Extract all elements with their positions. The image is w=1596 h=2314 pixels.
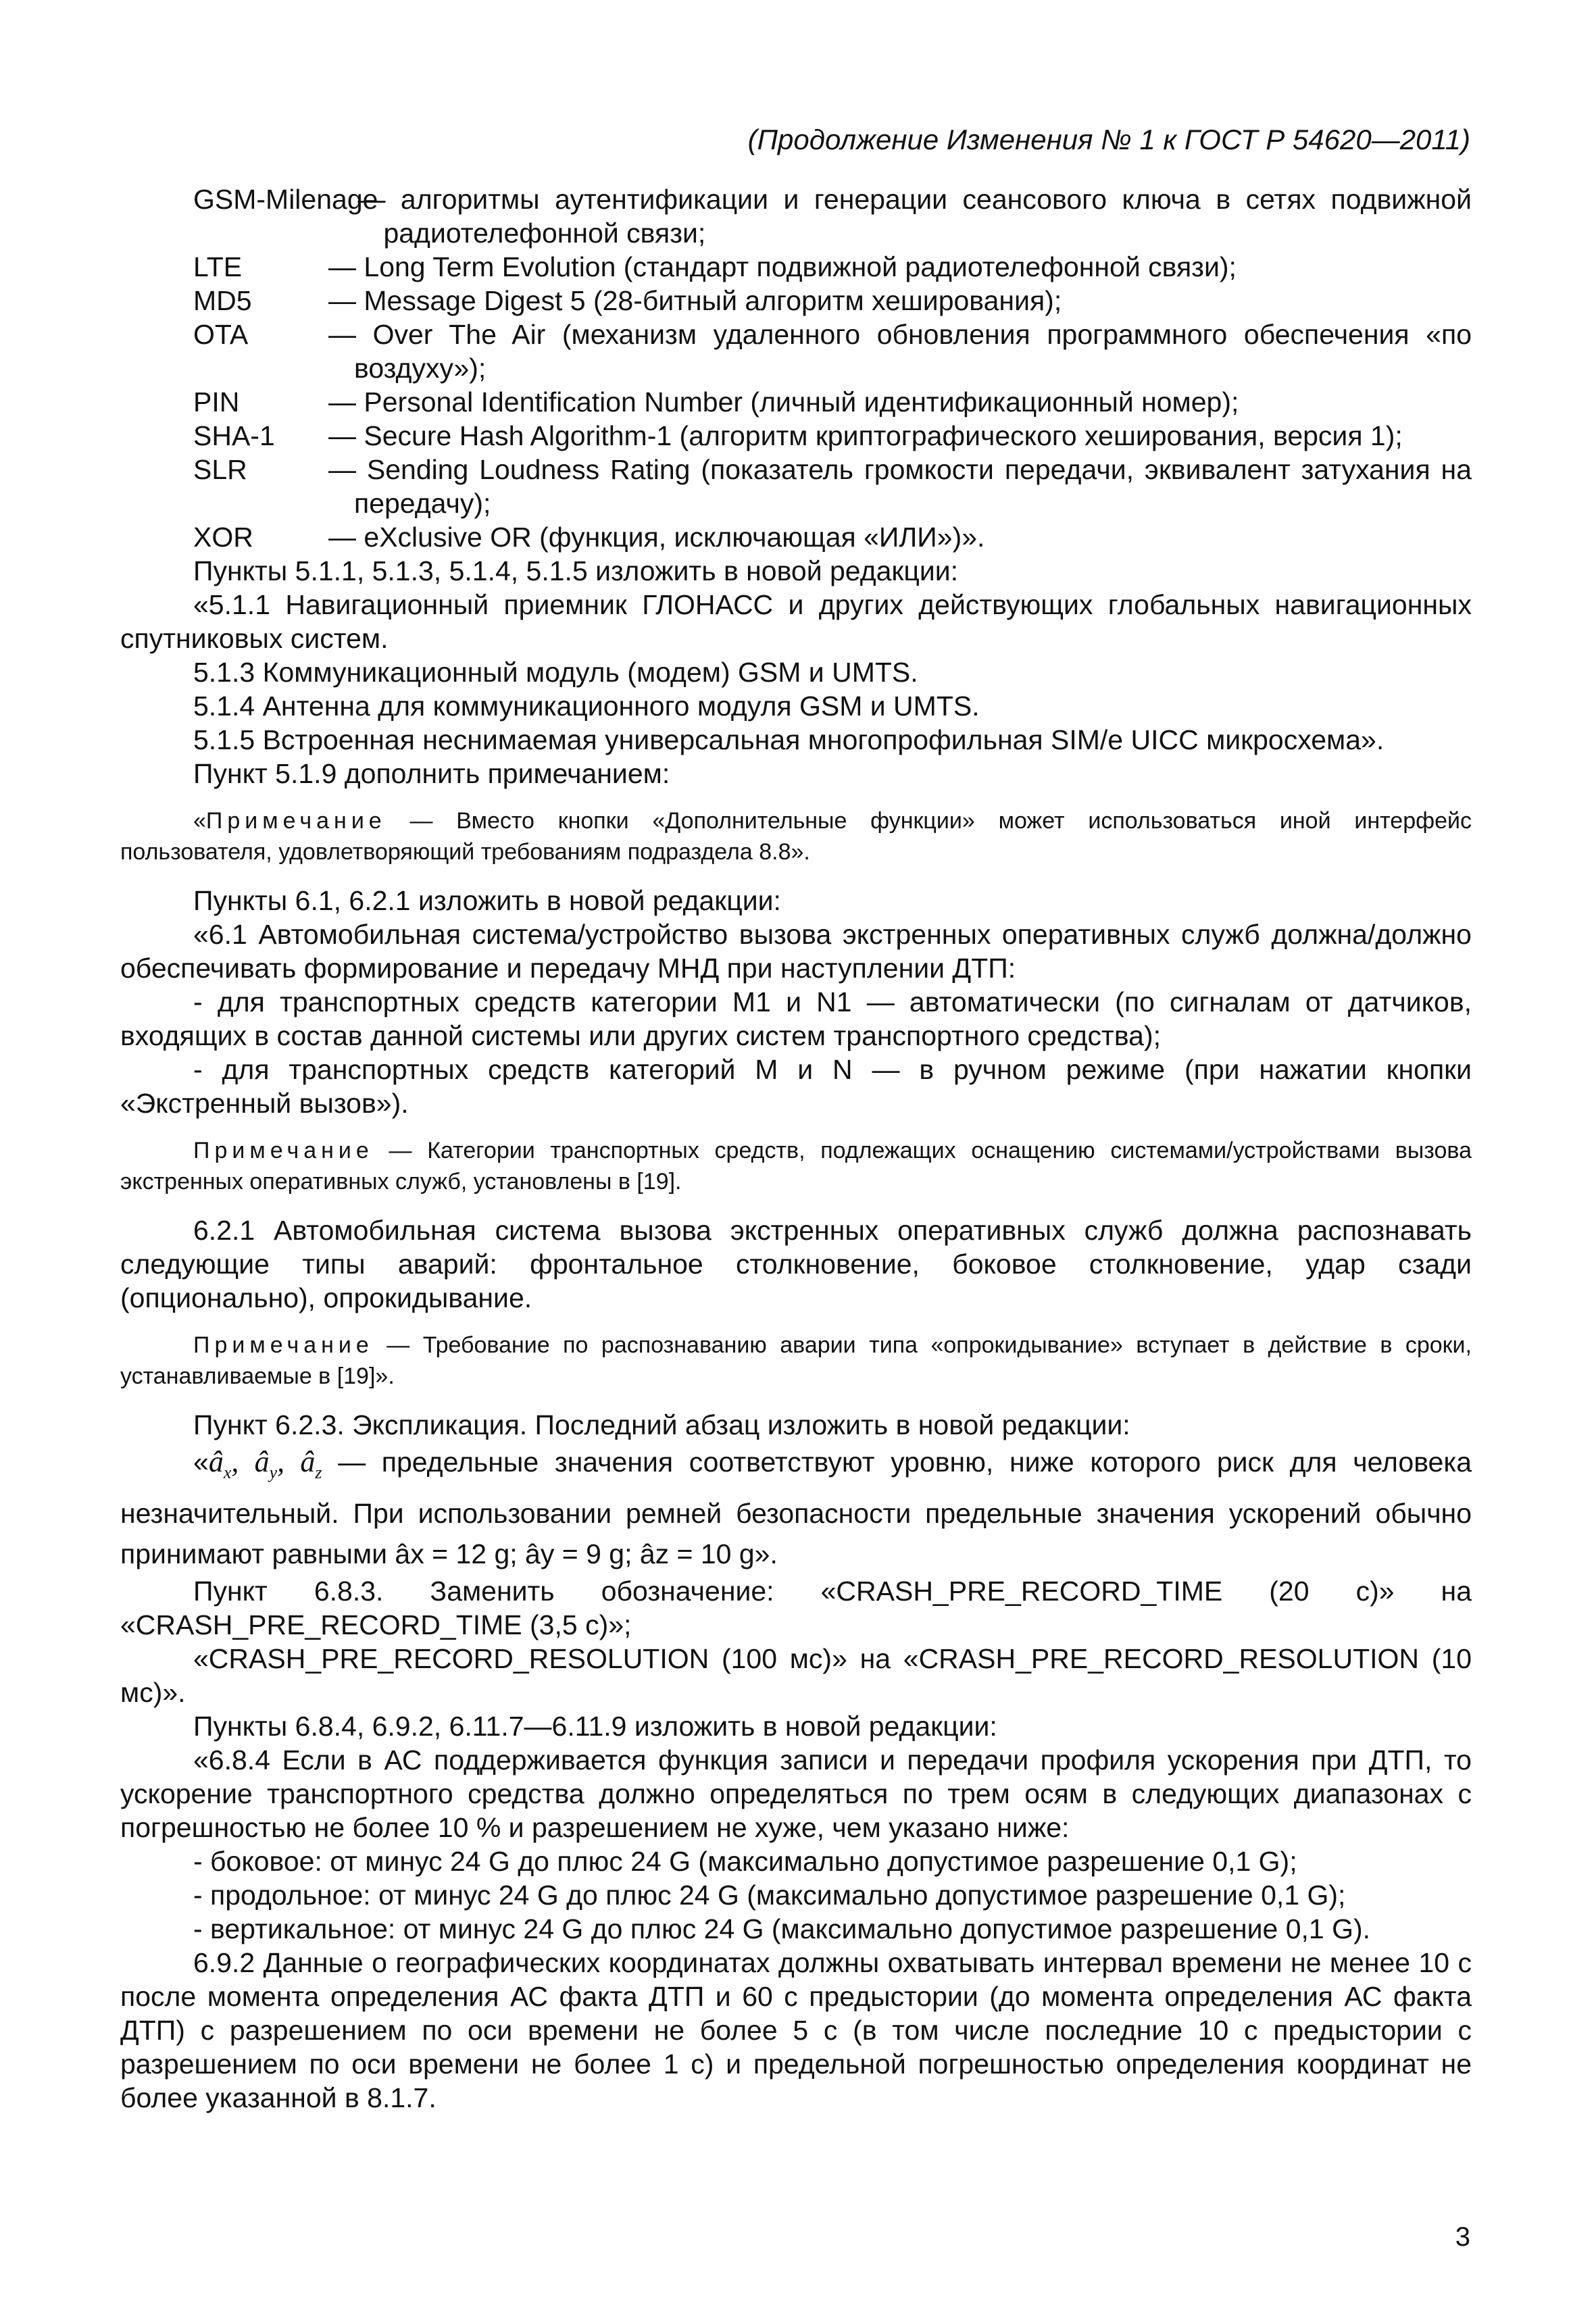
abbreviation-desc: — Sending Loudness Rating (показатель громкости передачи, эквивалент затухания на передачу); bbox=[328, 454, 1472, 519]
list-item: - продольное: от минус 24 G до плюс 24 G (максимально допустимое разрешение 0,1 G); bbox=[193, 1879, 1346, 1911]
note-block bbox=[120, 805, 1472, 867]
abbreviation-md5 bbox=[120, 284, 1472, 318]
paragraph-instruction: Пункты 6.8.4, 6.9.2, 6.11.7—6.11.9 изложить в новой редакции: bbox=[193, 1710, 997, 1742]
paragraph-6-8-4: «6.8.4 Если в АС поддерживается функция записи и передачи профиля ускорения при ДТП, то ускорение транспортного средства должно определяться по трем осям в следующих диапазонах с погрешностью не более 10 % и разрешением не хуже, чем указано ниже: bbox=[120, 1744, 1472, 1843]
paragraph-instruction: Пункт 5.1.9 дополнить примечанием: bbox=[193, 758, 670, 789]
paragraph-5-1-3: 5.1.3 Коммуникационный модуль (модем) GSM и UMTS. bbox=[193, 657, 918, 688]
list-item: - для транспортных средств категорий M и N — в ручном режиме (при нажатии кнопки «Экстренный вызов»). bbox=[120, 1054, 1472, 1119]
note-text: — Категории транспортных средств, подлежащих оснащению системами/устройствами вызова экстренных оперативных служб, установлены в [19]. bbox=[120, 1138, 1472, 1194]
paragraph-6-8-3: Пункт 6.8.3. Заменить обозначение: «CRASH_PRE_RECORD_TIME (20 с)» на «CRASH_PRE_RECORD_TIME (3,5 с)»; bbox=[120, 1575, 1472, 1640]
note-block bbox=[120, 1330, 1472, 1392]
paragraph-5-1-1: «5.1.1 Навигационный приемник ГЛОНАСС и других действующих глобальных навигационных спутниковых систем. bbox=[120, 589, 1472, 654]
abbreviation-xor bbox=[120, 520, 1472, 554]
abbreviation-term: SLR bbox=[193, 454, 247, 485]
paragraph-instruction: Пункты 6.1, 6.2.1 изложить в новой редакции: bbox=[193, 885, 781, 916]
note-prefix: « bbox=[193, 808, 206, 834]
abbreviation-term: XOR bbox=[193, 522, 253, 553]
explication-text: — предельные значения соответствуют уровню, ниже которого риск для человека незначительный. При использовании ремней безопасности предельные значения ускорений обычно принимают равными âx = 12 g; ây = 9 g; âz = 10 g». bbox=[120, 1447, 1472, 1569]
quote-open: « bbox=[193, 1447, 209, 1478]
formula-symbol: $â_x$, $â_y$, $â_z$ bbox=[208, 1445, 322, 1482]
abbreviation-desc: — Secure Hash Algorithm-1 (алгоритм криптографического хеширования, версия 1); bbox=[328, 420, 1403, 451]
abbreviation-slr bbox=[120, 453, 1472, 520]
abbreviation-desc: — Long Term Evolution (стандарт подвижной радиотелефонной связи); bbox=[328, 251, 1237, 282]
abbreviation-term: LTE bbox=[193, 251, 243, 282]
abbreviation-desc: — eXclusive OR (функция, исключающая «ИЛИ»)». bbox=[328, 522, 985, 553]
abbreviation-pin bbox=[120, 385, 1472, 419]
abbreviation-desc: — Message Digest 5 (28-битный алгоритм хеширования); bbox=[328, 285, 1062, 316]
abbreviation-sha1 bbox=[120, 419, 1472, 453]
paragraph-explication bbox=[120, 1442, 1472, 1574]
paragraph-5-1-4: 5.1.4 Антенна для коммуникационного модуля GSM и UMTS. bbox=[193, 690, 980, 722]
note-text: — Вместо кнопки «Дополнительные функции» может использоваться иной интерфейс пользователя, удовлетворяющий требованиям подраздела 8.8». bbox=[120, 808, 1472, 865]
abbreviation-desc: — Personal Identification Number (личный идентификационный номер); bbox=[328, 386, 1239, 418]
abbreviation-term: MD5 bbox=[193, 285, 252, 316]
list-item: - для транспортных средств категории M1 и N1 — автоматически (по сигналам от датчиков, входящих в состав данной системы или других систем транспортного средства); bbox=[120, 986, 1472, 1051]
abbreviation-lte bbox=[120, 250, 1472, 284]
abbreviation-gsm-milenage bbox=[120, 182, 1472, 250]
paragraph-6-8-3-cont: «CRASH_PRE_RECORD_RESOLUTION (100 мс)» на «CRASH_PRE_RECORD_RESOLUTION (10 мс)». bbox=[120, 1642, 1472, 1708]
paragraph-6-1: «6.1 Автомобильная система/устройство вызова экстренных оперативных служб должна/должно обеспечивать формирование и передачу МНД при наступлении ДТП: bbox=[120, 919, 1472, 984]
abbreviation-term: OTA bbox=[193, 319, 249, 350]
abbreviation-desc: — Over The Air (механизм удаленного обновления программного обеспечения «по воздуху»); bbox=[328, 319, 1472, 384]
paragraph-instruction: Пункт 6.2.3. Экспликация. Последний абзац изложить в новой редакции: bbox=[193, 1409, 1130, 1440]
paragraph-5-1-5: 5.1.5 Встроенная неснимаемая универсальная многопрофильная SIM/e UICC микросхема». bbox=[193, 724, 1385, 755]
paragraph-6-9-2: 6.9.2 Данные о географических координатах должны охватывать интервал времени не менее 10 с после момента определения АС факта ДТП и 60 с предыстории (до момента определения АС факта ДТП) с разрешением по оси времени не более 5 с (в том числе последние 10 с предыстории с разрешением по оси времени не более 1 с) и предельной погрешностью определения координат не более указанной в 8.1.7. bbox=[120, 1946, 1472, 2113]
note-text: — Требование по распознаванию аварии типа «опрокидывание» вступает в действие в сроки, устанавливаемые в [19]». bbox=[120, 1332, 1472, 1389]
list-item: - боковое: от минус 24 G до плюс 24 G (максимально допустимое разрешение 0,1 G); bbox=[193, 1845, 1297, 1877]
note-label: Примечание bbox=[193, 1332, 374, 1358]
note-block bbox=[120, 1135, 1472, 1197]
paragraph-6-2-1: 6.2.1 Автомобильная система вызова экстренных оперативных служб должна распознавать следующие типы аварий: фронтальное столкновение, боковое столкновение, удар сзади (опционально), опрокидывание. bbox=[120, 1215, 1472, 1313]
paragraph-instruction: Пункты 5.1.1, 5.1.3, 5.1.4, 5.1.5 изложить в новой редакции: bbox=[193, 555, 959, 586]
page-number: 3 bbox=[1455, 2222, 1470, 2252]
abbreviation-desc: — алгоритмы аутентификации и генерации сеансового ключа в сетях подвижной радиотелефонной связи; bbox=[357, 184, 1472, 249]
abbreviation-term: SHA-1 bbox=[193, 420, 275, 451]
abbreviation-term: GSM-Milenage bbox=[193, 184, 378, 215]
list-item: - вертикальное: от минус 24 G до плюс 24 G (максимально допустимое разрешение 0,1 G). bbox=[193, 1913, 1371, 1944]
page-content bbox=[120, 182, 1472, 2115]
note-label: Примечание bbox=[193, 1138, 374, 1163]
note-label: Примечание bbox=[205, 808, 386, 834]
page-header: (Продолжение Изменения № 1 к ГОСТ Р 54620—2011) bbox=[747, 124, 1470, 155]
abbreviation-term: PIN bbox=[193, 386, 240, 418]
abbreviation-ota bbox=[120, 318, 1472, 385]
